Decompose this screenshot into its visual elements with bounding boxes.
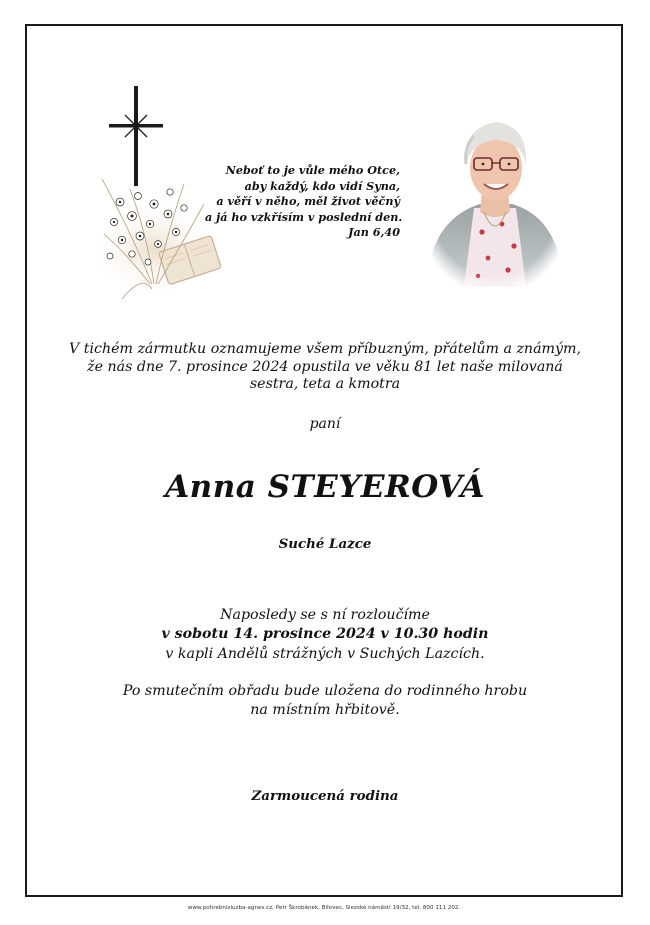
verse-line: a já ho vzkřísím v poslední den. [205,209,403,224]
title-word: paní [309,416,341,432]
portrait-photo [422,112,567,287]
residence: Suché Lazce [278,536,372,552]
farewell-place: v kapli Andělů strážných v Suchých Lazcích. [165,645,485,662]
deceased-name: Anna STEYEROVÁ [165,469,485,505]
verse-reference: Jan 6,40 [348,225,400,240]
burial-line: Po smutečním obřadu bude uložena do rodinného hrobu [122,683,528,699]
announcement-line: V tichém zármutku oznamujeme všem příbuzným, přátelům a známým, [69,341,581,357]
cross-with-flowers-icon [92,84,222,299]
announcement-text [60,341,590,394]
farewell-date: v sobotu 14. prosince 2024 v 10.30 hodin [161,626,489,643]
announcement-line: sestra, teta a kmotra [249,376,401,393]
footer-contact: www.pohrebnisluzba-agnes.cz, Petr Škrobánek, Bílovec, Slezské náměstí 19/32, tel. 800 111 202. [187,905,461,911]
farewell-info [60,606,590,664]
verse-line: a věří v něho, měl život věčný [216,194,400,209]
farewell-line: Naposledy se s ní rozloučíme [220,607,430,623]
bible-verse [205,163,403,241]
signature: Zarmoucená rodina [251,788,399,804]
announcement-line: že nás dne 7. prosince 2024 opustila ve věku 81 let naše milovaná [87,358,563,375]
burial-info [60,682,590,719]
verse-line: aby každý, kdo vidí Syna, [244,178,400,193]
verse-line: Neboť to je vůle mého Otce, [225,163,400,177]
burial-line: na místním hřbitově. [250,701,400,718]
